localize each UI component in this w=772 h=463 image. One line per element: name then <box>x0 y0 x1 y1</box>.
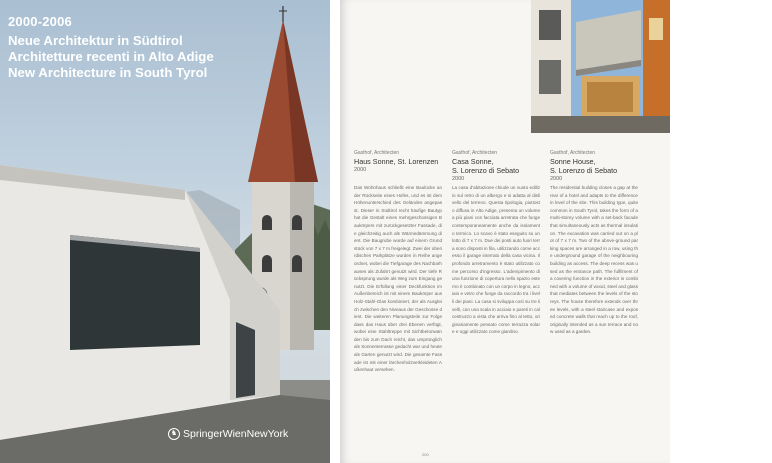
column-title-line-1: Sonne House, <box>550 157 596 166</box>
tower-window-3 <box>262 255 272 272</box>
column-label: Gasthof, Architecten <box>354 150 400 156</box>
photo-ground <box>531 116 670 133</box>
tower-window-1 <box>262 215 272 230</box>
column-body: La casa d'abitazione chiude un vuoto edilizio sul retro di un albergo e si adatta al dislivello del terreno. Questa tipologia, piuttosto diffusa in Alto Adige, presenta un volume a più piani con facciata arretrata che funge contemporaneamente anche da isolamento termico. Lo scavo è stato eseguito su un lotto di 7 x 7 m. Due dei posti auto fuori terra sono disposti in fila, utilizzando come accesso il garage interrato della casa vicina. Il profondo arretramento è stato utilizzato come percorso d'ingresso. L'adempimento di una funzione di copertura nello spazio esterno è combinato con un corpo in legno, acciaio e vetro che funge da raccordo tra i livelli dei piani. La casa si sviluppa così su tre livelli, con una scala in acciaio e pareti in calcestruzzo a vista che arriva fino al tetto, originariamente pensato come terrazza solare e oggi utilizzato come giardino. <box>452 185 540 335</box>
column-title-line-2: S. Lorenzo di Sebato <box>452 166 520 175</box>
column-label: Gasthof, Architecten <box>452 150 498 156</box>
column-year: 2000 <box>354 167 367 173</box>
springer-horse-icon: ♞ <box>168 428 180 440</box>
cover-title-italian: Architetture recenti in Alto Adige <box>8 49 214 64</box>
tower-window-2 <box>292 215 302 230</box>
photo-illustration <box>531 0 670 133</box>
italian-column <box>452 150 540 434</box>
building-photo <box>531 0 670 133</box>
column-year: 2000 <box>550 176 563 182</box>
photo-left-window-2 <box>539 60 561 94</box>
german-column <box>354 150 442 434</box>
english-column <box>550 150 638 434</box>
photo-left-window <box>539 10 561 40</box>
column-title: Haus Sonne, St. Lorenzen <box>354 157 439 166</box>
book-cover <box>0 0 330 463</box>
cover-title-german: Neue Architektur in Südtirol <box>8 33 183 48</box>
building-door <box>236 322 255 398</box>
book-spread <box>340 0 670 463</box>
column-body: The residential building closes a gap at the rear of a hotel and adapts to the difference in level of the site. This building type, quite common in South Tyrol, takes the form of a multi-storey volume with a set-back facade that simultaneously acts as thermal insulation. The excavation was carried out on a plot of 7 x 7 m. Two of the above-ground parking spaces are arranged in a row, using the underground garage of the neighbouring building as access. The deep recess was used as the entrance path. The fulfilment of a covering function in the exterior is combined with a volume of wood, steel and glass that mediates between the levels of the storeys. The house therefore extends over three levels, with a steel staircase and exposed concrete walls that reach up to the roof, originally intended as a sun terrace and now used as a garden. <box>550 185 638 335</box>
cover-title-block <box>8 14 214 81</box>
building-window <box>70 235 200 350</box>
column-title-line-2: S. Lorenzo di Sebato <box>550 166 618 175</box>
column-body: Das Wohnhaus schließt eine Baulücke an der Rückseite eines Hofes, und es ist dem Höhenunterschied des Geländes angepasst. Dieser in Südtirol recht häufige Bautyp hat die Gestalt eines mehrgeschossigen Baukörpers mit zurückgesetzter Fassade, die gleichzeitig auch als Wärmedämmung dient. Die Baugrube wurde auf einem Grundstück von 7 x 7 m freigelegt. Zwei der oberirdischen Parkplätze wurden in Reihe angeordnet, wobei die Tiefgarage des Nachbarhauses als Zufahrt genutzt wird. Der tiefe Rücksprung wurde als Weg zum Eingang genutzt. Die Erfüllung einer Deckfunktion im Außenbereich ist mit einem Baukörper aus Holz-Stahl-Glas kombiniert, der als Ausgleich zwischen den Niveaus der Geschosse dient. Die weiteren Planungsteile zur Folge dass das Haus über drei Ebenen verfügt, wobei eine Stahltreppe mit Sichtbetonwänden bis zum Dach reicht, das ursprünglich als Sonnenterrasse gedacht war und heute als Garten genutzt wird. Die gesamte Fassade ist mit einer lärchenholzverkleideten Außenhaut versehen. <box>354 185 442 373</box>
tower-window-4 <box>292 255 302 272</box>
cover-title-english: New Architecture in South Tyrol <box>8 65 208 80</box>
photo-glass-inner <box>587 82 633 112</box>
column-label: Gasthof, Architecten <box>550 150 596 156</box>
column-title-line-1: Casa Sonne, <box>452 157 494 166</box>
column-year: 2000 <box>452 176 465 182</box>
publisher-logo <box>168 428 288 440</box>
page-number: 200 <box>422 452 429 457</box>
blank-margin <box>670 0 772 463</box>
cover-years: 2000-2006 <box>8 14 72 29</box>
photo-right-window <box>649 18 663 40</box>
publisher-name: SpringerWienNewYork <box>183 428 289 440</box>
page-gap <box>330 0 340 463</box>
